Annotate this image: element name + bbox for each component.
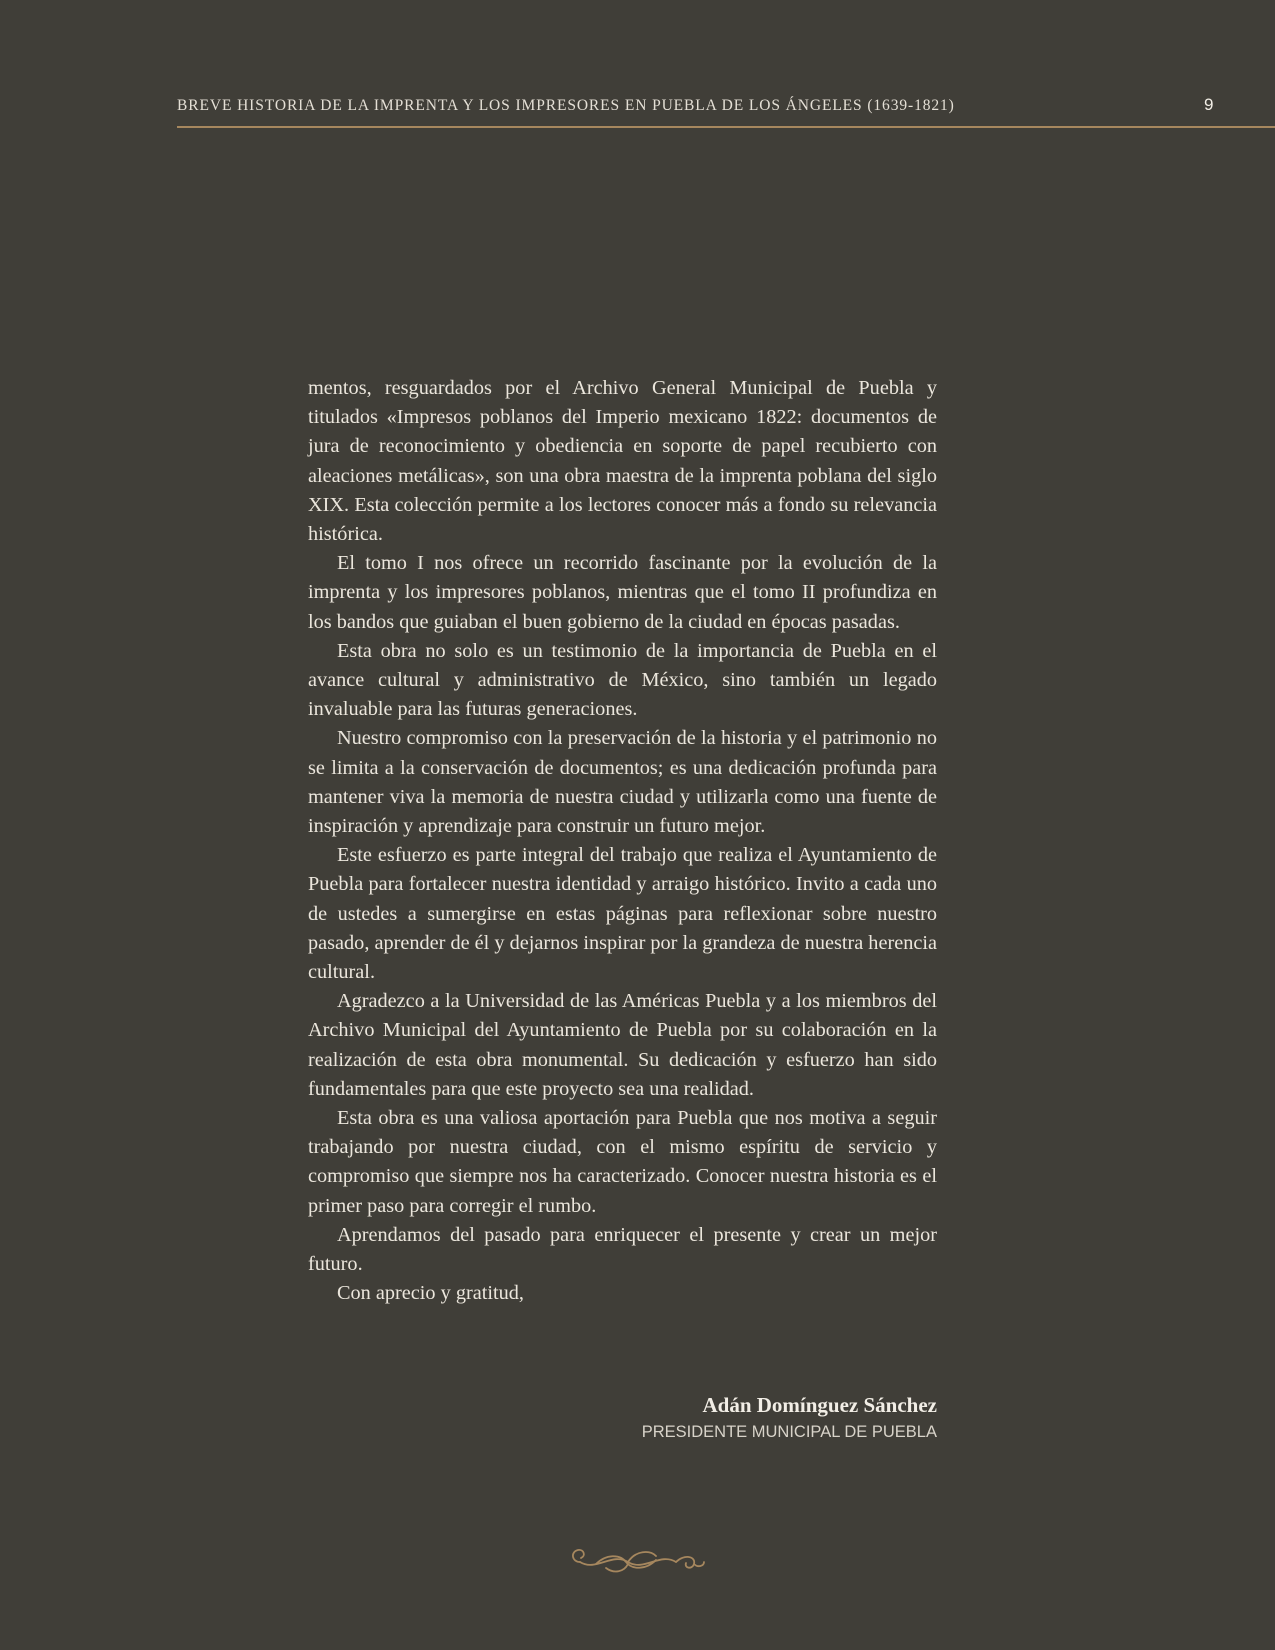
paragraph: Aprendamos del pasado para enriquecer el presente y crear un mejor futuro. bbox=[308, 1223, 937, 1276]
paragraph: mentos, resguardados por el Archivo General Municipal de Puebla y titulados «Impresos poblanos del Imperio mexicano 1822: documentos de jura de reconocimiento y obediencia en soporte de papel recubierto con aleaciones metálicas», son una obra maestra de la imprenta poblana del siglo XIX. Esta colección permite a los lectores conocer más a fondo su relevancia histórica. bbox=[308, 377, 937, 546]
paragraph: Esta obra es una valiosa aportación para Puebla que nos motiva a seguir trabajando por nuestra ciudad, con el mismo espíritu de servicio y compromiso que siempre nos ha caracterizado. Conocer nuestra historia es el primer paso para corregir el rumbo. bbox=[308, 1107, 937, 1217]
flourish-ornament-icon bbox=[566, 1544, 708, 1580]
paragraph: Esta obra no solo es un testimonio de la importancia de Puebla en el avance cultural y administrativo de México, sino también un legado invaluable para las futuras generaciones. bbox=[308, 639, 937, 721]
header-rule bbox=[177, 126, 1275, 128]
body-text bbox=[308, 374, 937, 1309]
signer-title: PRESIDENTE MUNICIPAL DE PUEBLA bbox=[641, 1423, 937, 1441]
paragraph: Este esfuerzo es parte integral del trabajo que realiza el Ayuntamiento de Puebla para fortalecer nuestra identidad y arraigo histórico. Invito a cada uno de ustedes a sumergirse en estas páginas para reflexionar sobre nuestro pasado, aprender de él y dejarnos inspirar por la grandeza de nuestra herencia cultural. bbox=[308, 844, 937, 984]
running-header-title: BREVE HISTORIA DE LA IMPRENTA Y LOS IMPRESORES EN PUEBLA DE LOS ÁNGELES (1639-1821) bbox=[177, 97, 955, 114]
closing-line: Con aprecio y gratitud, bbox=[337, 1282, 524, 1305]
signer-name: Adán Domínguez Sánchez bbox=[702, 1393, 937, 1417]
paragraph: Agradezco a la Universidad de las Américas Puebla y a los miembros del Archivo Municipal del Ayuntamiento de Puebla por su colaboración en la realización de esta obra monumental. Su dedicación y esfuerzo han sido fundamentales para que este proyecto sea una realidad. bbox=[308, 990, 937, 1100]
paragraph: El tomo I nos ofrece un recorrido fascinante por la evolución de la imprenta y los impresores poblanos, mientras que el tomo II profundiza en los bandos que guiaban el buen gobierno de la ciudad en épocas pasadas. bbox=[308, 552, 937, 633]
page-number: 9 bbox=[1204, 95, 1214, 114]
signature-block bbox=[642, 1390, 937, 1444]
paragraph: Nuestro compromiso con la preservación de la historia y el patrimonio no se limita a la conservación de documentos; es una dedicación profunda para mantener viva la memoria de nuestra ciudad y utilizarla como una fuente de inspiración y aprendizaje para construir un futuro mejor. bbox=[308, 727, 937, 838]
